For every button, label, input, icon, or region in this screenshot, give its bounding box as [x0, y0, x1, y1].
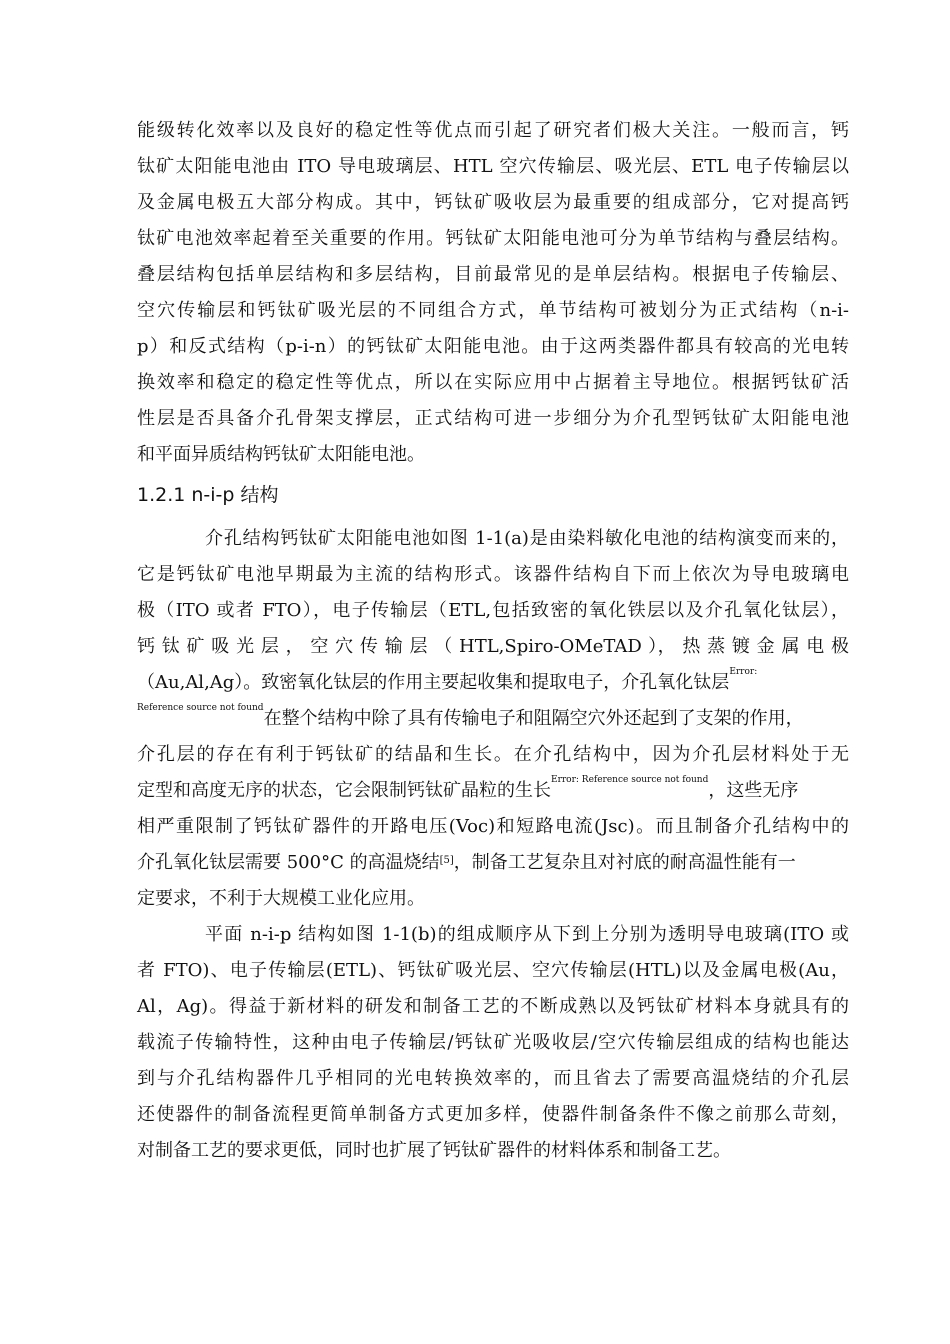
- text-line: 及金属电极五大部分构成。其中，钙钛矿吸收层为最重要的组成部分，它对提高钙: [137, 192, 849, 213]
- text-line: 对制备工艺的要求更低，同时也扩展了钙钛矿器件的材料体系和制备工艺。: [137, 1140, 731, 1161]
- text-line: 它是钙钛矿电池早期最为主流的结构形式。该器件结构自下而上依次为导电玻璃电: [137, 564, 849, 585]
- text-line: 叠层结构包括单层结构和多层结构，目前最常见的是单层结构。根据电子传输层、: [137, 264, 849, 285]
- text-line: 载流子传输特性，这种由电子传输层/钙钛矿光吸收层/空穴传输层组成的结构也能达: [137, 1032, 849, 1053]
- text-line: Al，Ag)。得益于新材料的研发和制备工艺的不断成熟以及钙钛矿材料本身就具有的: [137, 996, 849, 1017]
- text-span: 定型和高度无序的状态，它会限制钙钛矿晶粒的生长: [137, 780, 551, 801]
- reference-error-text: Reference source not found: [137, 703, 264, 713]
- text-line: 者 FTO)、电子传输层(ETL)、钙钛矿吸光层、空穴传输层(HTL)以及金属电极(Au，: [137, 960, 849, 981]
- text-line: 钛矿太阳能电池由 ITO 导电玻璃层、HTL 空穴传输层、吸光层、ETL 电子传输层以: [137, 156, 849, 177]
- text-line: 平面 n-i-p 结构如图 1-1(b)的组成顺序从下到上分别为透明导电玻璃(ITO 或: [205, 924, 849, 945]
- reference-error-text: Error: Reference source not found: [551, 775, 709, 785]
- text-line: [137, 667, 849, 695]
- text-line: 性层是否具备介孔骨架支撑层，正式结构可进一步细分为介孔型钙钛矿太阳能电池: [137, 408, 849, 429]
- text-line: 介孔层的存在有利于钙钛矿的结晶和生长。在介孔结构中，因为介孔层材料处于无: [137, 744, 849, 765]
- reference-error-text: Error:: [729, 667, 758, 677]
- text-line: 介孔结构钙钛矿太阳能电池如图 1-1(a)是由染料敏化电池的结构演变而来的，: [205, 528, 849, 549]
- text-line: [137, 703, 849, 731]
- text-line: 定要求，不利于大规模工业化应用。: [137, 888, 425, 909]
- text-span: ，这些无序: [708, 780, 799, 801]
- text-span: （Au,Al,Ag）。致密氧化钛层的作用主要起收集和提取电子，介孔氧化钛层: [137, 672, 730, 693]
- text-line: 相严重限制了钙钛矿器件的开路电压(Voc)和短路电流(Jsc)。而且制备介孔结构中的: [137, 816, 849, 837]
- text-line: 钙 钛 矿 吸 光 层 ， 空 穴 传 输 层 （ HTL,Spiro-OMeTAD ）， 热 蒸 镀 金 属 电 极: [137, 636, 849, 657]
- text-line: 换效率和稳定的稳定性等优点，所以在实际应用中占据着主导地位。根据钙钛矿活: [137, 372, 849, 393]
- text-line: 和平面异质结构钙钛矿太阳能电池。: [137, 444, 425, 465]
- citation: [5]: [439, 855, 454, 866]
- text-line: 到与介孔结构器件几乎相同的光电转换效率的，而且省去了需要高温烧结的介孔层: [137, 1068, 849, 1089]
- text-line: 空穴传输层和钙钛矿吸光层的不同组合方式，单节结构可被划分为正式结构（n-i-: [137, 300, 849, 321]
- text-span: 介孔氧化钛层需要 500°C 的高温烧结: [137, 852, 440, 873]
- text-line: 还使器件的制备流程更简单制备方式更加多样，使器件制备条件不像之前那么苛刻，: [137, 1104, 849, 1125]
- text-span: 在整个结构中除了具有传输电子和阻隔空穴外还起到了支架的作用，: [263, 708, 804, 729]
- section-heading: 1.2.1 n-i-p 结构: [137, 484, 279, 506]
- text-span: ，制备工艺复杂且对衬底的耐高温性能有一: [453, 852, 796, 873]
- text-line: 极（ITO 或者 FTO），电子传输层（ETL,包括致密的氧化铁层以及介孔氧化钛层），: [137, 600, 849, 621]
- text-line: [137, 851, 849, 875]
- text-line: 钛矿电池效率起着至关重要的作用。钙钛矿太阳能电池可分为单节结构与叠层结构。: [137, 228, 849, 249]
- text-line: [137, 775, 849, 803]
- text-line: 能级转化效率以及良好的稳定性等优点而引起了研究者们极大关注。一般而言，钙: [137, 120, 849, 141]
- text-line: p）和反式结构（p-i-n）的钙钛矿太阳能电池。由于这两类器件都具有较高的光电转: [137, 336, 849, 357]
